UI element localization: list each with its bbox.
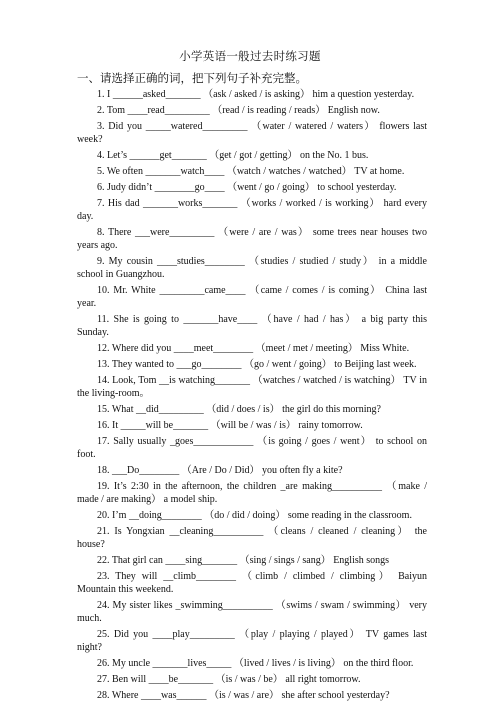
exercise-item: 4. Let’s ______get_______ （get / got / getting） on the No. 1 bus. xyxy=(97,150,369,161)
exercise-item: 28. Where ____was______ （is / was / are） she after school yesterday? xyxy=(97,690,390,701)
exercise-item: 12. Where did you ____meet________ （meet / met / meeting） Miss White. xyxy=(97,343,410,354)
exercise-item: 18. ___Do________ （Are / Do / Did） you often fly a kite? xyxy=(97,465,343,476)
exercise-item: 17. Sally usually _goes____________ （is going / goes / went） to school on foot. xyxy=(77,436,427,460)
exercise-item: 10. Mr. White _________came____ （came / comes / is coming） China last year. xyxy=(77,285,427,309)
exercise-item: 13. They wanted to ___go________ （go / went / going） to Beijing last week. xyxy=(97,359,417,370)
exercise-item: 26. My uncle _______lives_____ （lived / lives / is living） on the third floor. xyxy=(97,658,414,669)
exercise-item: 19. It’s 2:30 in the afternoon, the children _are making__________ （make / made / are making） a model ship. xyxy=(77,481,427,505)
exercise-item: 15. What __did_________ （did / does / is） the girl do this morning? xyxy=(97,404,381,415)
exercise-item: 9. My cousin ____studies________ （studies / studied / study） in a middle school in Guangzhou. xyxy=(77,256,427,280)
section-instruction: 一、请选择正确的词，把下列句子补充完整。 xyxy=(77,73,307,85)
exercise-item: 6. Judy didn’t ________go____ （went / go / going） to school yesterday. xyxy=(97,182,397,193)
exercise-item: 11. She is going to _______have____ （have / had / has） a big party this Sunday. xyxy=(77,314,427,338)
exercise-item: 2. Tom ____read_________ （read / is reading / reads） English now. xyxy=(97,105,380,116)
exercise-item: 24. My sister likes _swimming__________ （swims / swam / swimming） very much. xyxy=(77,600,427,624)
worksheet-title: 小学英语一般过去时练习题 xyxy=(179,51,321,63)
exercise-item: 7. His dad _______works_______ （works / worked / is working） hard every day. xyxy=(77,198,427,222)
exercise-item: 21. Is Yongxian __cleaning__________ （cleans / cleaned / cleaning） the house? xyxy=(77,526,427,550)
exercise-list xyxy=(77,88,427,705)
exercise-item: 14. Look, Tom __is watching_______ （watches / watched / is watching） TV in the living-room。 xyxy=(77,375,427,399)
exercise-item: 27. Ben will ____be_______ （is / was / be） all right tomorrow. xyxy=(97,674,361,685)
exercise-item: 1. I ______asked_______ （ask / asked / is asking） him a question yesterday. xyxy=(97,89,415,100)
exercise-item: 16. It _____will be_______ （will be / was / is） rainy tomorrow. xyxy=(97,420,363,431)
exercise-item: 25. Did you ____play_________ （play / playing / played） TV games last night? xyxy=(77,629,427,653)
exercise-item: 20. I’m __doing________ （do / did / doing） some reading in the classroom. xyxy=(97,510,412,521)
exercise-item: 5. We often _______watch____ （watch / watches / watched） TV at home. xyxy=(97,166,405,177)
exercise-item: 3. Did you _____watered_________ （water / watered / waters） flowers last week? xyxy=(77,121,427,145)
exercise-item: 23. They will __climb________ （climb / climbed / climbing） Baiyun Mountain this weekend. xyxy=(77,571,427,595)
exercise-item: 22. That girl can ____sing_______ （sing / sings / sang） English songs xyxy=(97,555,390,566)
exercise-item: 8. There ___were_________ （were / are / was） some trees near houses two years ago. xyxy=(77,227,427,251)
